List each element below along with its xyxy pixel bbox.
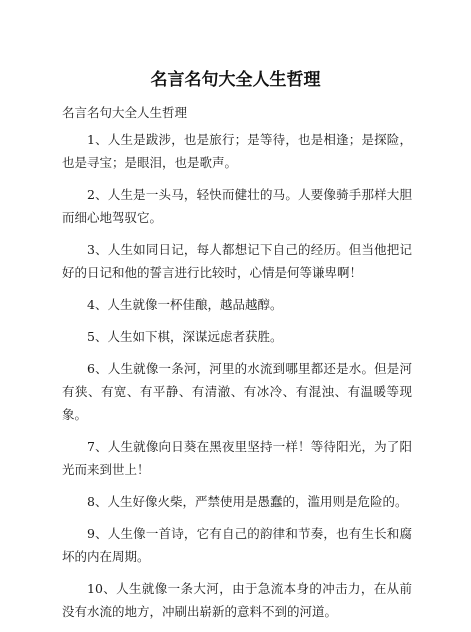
quote-paragraph-3: 3、人生如同日记，每人都想记下自己的经历。但当他把记好的日记和他的誓言进行比较时，心情是何等谦卑啊！ [62, 242, 412, 280]
quote-paragraph-8: 8、人生好像火柴，严禁使用是愚蠢的，滥用则是危险的。 [87, 494, 408, 509]
quote-paragraph-6: 6、人生就像一条河，河里的水流到哪里都还是水。但是河有狭、有宽、有平静、有清澈、有冰冷、有混浊、有温暖等现象。 [62, 361, 412, 422]
quote-paragraph-7: 7、人生就像向日葵在黑夜里坚持一样！等待阳光，为了阳光而来到世上！ [62, 439, 412, 477]
quote-paragraph-10: 10、人生就像一条大河，由于急流本身的冲击力，在从前没有水流的地方，冲刷出崭新的意料不到的河道。 [62, 581, 412, 619]
document-subtitle: 名言名句大全人生哲理 [62, 105, 188, 120]
quote-paragraph-5: 5、人生如下棋，深谋远虑者获胜。 [87, 329, 283, 344]
quote-paragraph-9: 9、人生像一首诗，它有自己的韵律和节奏，也有生长和腐坏的内在周期。 [62, 526, 412, 564]
document-body [62, 128, 412, 632]
quote-paragraph-2: 2、人生是一头马，轻快而健壮的马。人要像骑手那样大胆而细心地驾驭它。 [62, 187, 412, 225]
page-title: 名言名句大全人生哲理 [150, 70, 321, 90]
quote-paragraph-1: 1、人生是跋涉，也是旅行；是等待，也是相逢；是探险，也是寻宝；是眼泪，也是歌声。 [62, 132, 412, 170]
quote-paragraph-4: 4、人生就像一杯佳酿，越品越醇。 [87, 297, 283, 312]
